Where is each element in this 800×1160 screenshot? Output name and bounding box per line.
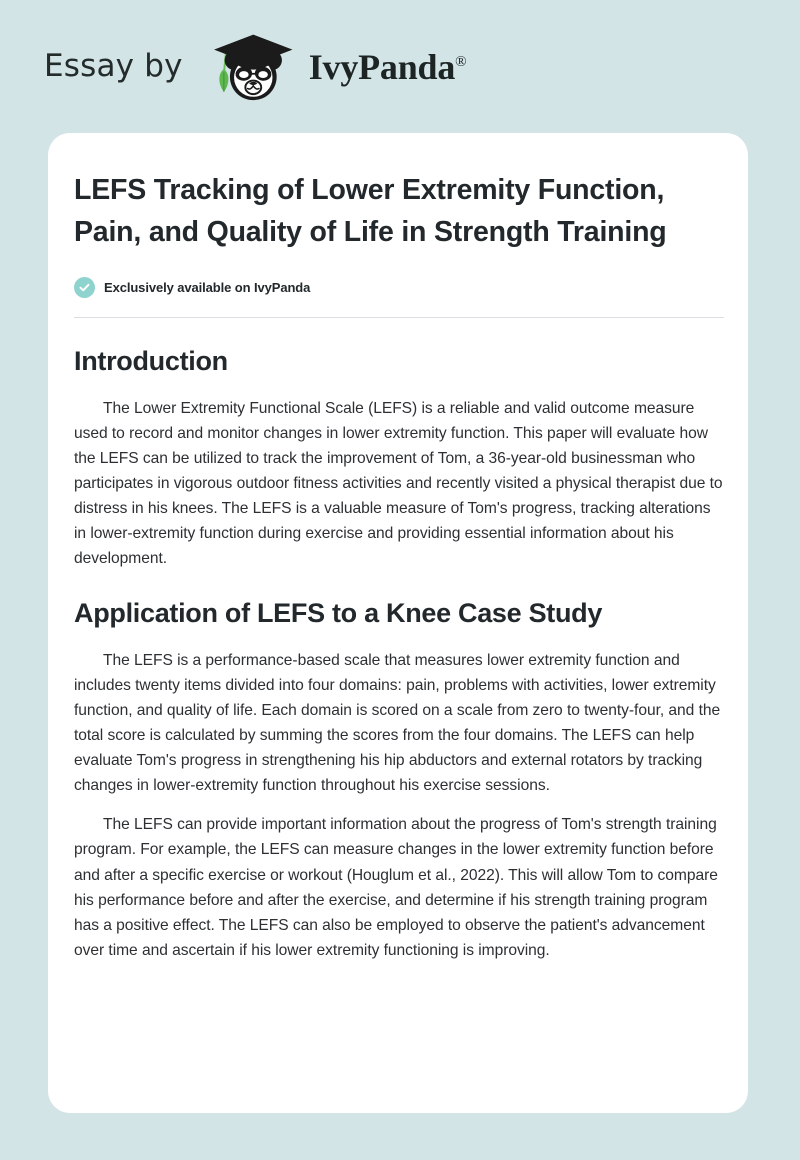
ivypanda-panda-logo-icon (199, 30, 297, 104)
exclusive-availability-label: Exclusively available on IvyPanda (104, 280, 311, 296)
essay-by-label: Essay by (44, 48, 183, 84)
check-circle-icon (74, 277, 95, 298)
brand-logo-group[interactable] (44, 30, 467, 104)
paragraph-application-1: The LEFS is a performance-based scale that measures lower extremity function and includes twenty items divided into four domains: pain, problems with activities, lower extremity function, and quality of life. Each domain is scored on a scale from zero to twenty-four, and the total score is calculated by summing the scores from the four domains. The LEFS can help evaluate Tom's progress in strengthening his hip abductors and external rotators by tracking changes in lower-extremity function throughout his exercise sessions. (74, 651, 721, 795)
registered-trademark-icon: ® (455, 53, 467, 70)
paragraph-introduction-1: The Lower Extremity Functional Scale (LEFS) is a reliable and valid outcome measure used to record and monitor changes in lower extremity function. This paper will evaluate how the LEFS can be utilized to track the improvement of Tom, a 36-year-old businessman who participates in vigorous outdoor fitness activities and recently visited a physical therapist due to distress in his knees. The LEFS is a valuable measure of Tom's progress, tracking alterations in lower-extremity function during exercise and providing essential information about his development. (74, 399, 723, 568)
exclusive-availability-badge (74, 277, 722, 298)
paragraph-application-2: The LEFS can provide important information about the progress of Tom's strength training program. For example, the LEFS can measure changes in the lower extremity function before and after a specific exercise or workout (Houglum et al., 2022). This will allow Tom to compare his performance before and after the exercise, and determine if his strength training program has a positive effect. The LEFS can also be employed to observe the patient's advancement over time and ascertain if his lower extremity functioning is improving. (74, 816, 718, 959)
brand-header (0, 0, 800, 133)
ivypanda-wordmark (308, 46, 467, 87)
page-title: LEFS Tracking of Lower Extremity Function, Pain, and Quality of Life in Strength Training (74, 174, 667, 249)
document-card (48, 133, 748, 1113)
brand-name-text: IvyPanda (308, 46, 456, 87)
section-heading-application: Application of LEFS to a Knee Case Study (74, 598, 603, 629)
header-divider (74, 317, 724, 318)
section-heading-introduction: Introduction (74, 346, 228, 377)
